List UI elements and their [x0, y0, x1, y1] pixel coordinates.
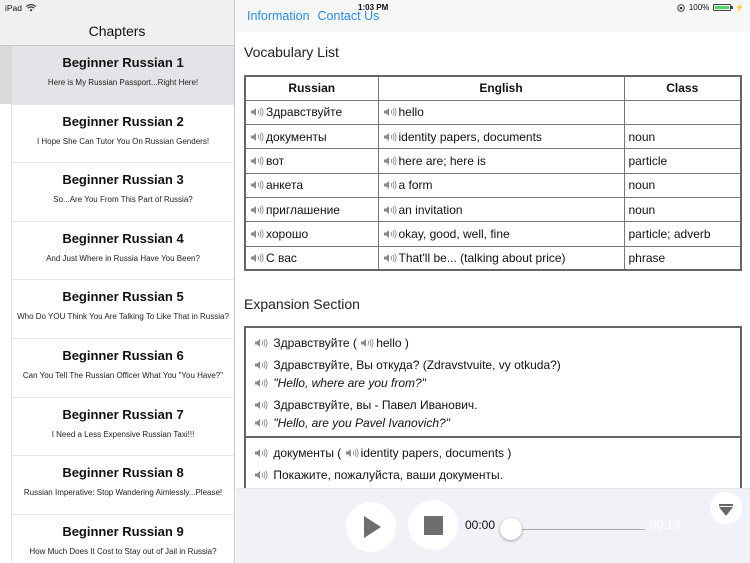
- cell-english[interactable]: [378, 222, 624, 246]
- collapse-player-button[interactable]: [710, 492, 742, 524]
- speaker-icon[interactable]: [383, 132, 398, 142]
- speaker-icon[interactable]: [383, 156, 398, 166]
- cell-class: noun: [624, 173, 741, 197]
- rotation-lock-icon: [677, 4, 685, 12]
- speaker-icon[interactable]: [254, 448, 269, 458]
- english-word: okay, good, well, fine: [398, 226, 510, 241]
- speaker-icon[interactable]: [254, 338, 269, 348]
- chapter-title: Beginner Russian 3: [62, 172, 184, 188]
- chapter-subtitle: Who Do YOU Think You Are Talking To Like That in Russia?: [17, 312, 229, 322]
- status-left: [5, 3, 36, 13]
- information-link[interactable]: Information: [247, 9, 310, 23]
- sentence-text: Здравствуйте, вы - Павел Иванович.: [273, 398, 478, 412]
- table-row: [245, 246, 741, 270]
- cell-russian[interactable]: [245, 100, 378, 124]
- speaker-icon[interactable]: [250, 107, 265, 117]
- table-row: [245, 149, 741, 173]
- chapter-list: [12, 46, 234, 563]
- chapter-item-3[interactable]: [12, 163, 234, 222]
- progress-track[interactable]: [508, 529, 645, 530]
- cell-english[interactable]: [378, 173, 624, 197]
- audio-player: [236, 488, 750, 563]
- speaker-icon[interactable]: [250, 229, 265, 239]
- column-header-russian: Russian: [245, 76, 378, 100]
- play-icon: [364, 516, 381, 538]
- chapter-title: Beginner Russian 5: [62, 289, 184, 305]
- speaker-icon[interactable]: [383, 253, 398, 263]
- cell-english[interactable]: [378, 149, 624, 173]
- speaker-icon[interactable]: [250, 253, 265, 263]
- expansion-sentence[interactable]: [254, 356, 732, 374]
- table-row: [245, 100, 741, 124]
- expansion-headword[interactable]: документы ( identity papers, documents ): [254, 444, 732, 462]
- chapter-subtitle: And Just Where in Russia Have You Been?: [46, 253, 200, 263]
- russian-word: С вас: [266, 250, 297, 265]
- expansion-headword[interactable]: Здравствуйте ( hello ): [254, 334, 732, 352]
- chapter-subtitle: Here is My Russian Passport...Right Here!: [47, 78, 199, 87]
- chapter-item-9[interactable]: [12, 515, 234, 563]
- speaker-icon[interactable]: [360, 338, 375, 348]
- speaker-icon[interactable]: [250, 132, 265, 142]
- cell-russian[interactable]: [245, 197, 378, 221]
- chapter-title: Beginner Russian 6: [62, 347, 184, 363]
- wifi-icon: [26, 4, 36, 12]
- expansion-group: [246, 438, 740, 488]
- expansion-group: [246, 328, 740, 438]
- speaker-icon[interactable]: [254, 400, 269, 410]
- table-header-row: [245, 76, 741, 100]
- collapse-down-icon: [719, 507, 733, 516]
- vocabulary-title: Vocabulary List: [244, 44, 339, 60]
- english-word: That'll be... (talking about price): [398, 250, 566, 265]
- english-word: here are; here is: [398, 154, 486, 169]
- status-time: 1:03 PM: [358, 3, 389, 12]
- total-time: 00:13: [650, 518, 681, 532]
- expansion-section: [244, 326, 742, 488]
- chapter-item-1[interactable]: [12, 46, 234, 105]
- chapter-subtitle: Russian Imperative: Stop Wandering Aimlessly...Please!: [23, 488, 223, 498]
- expansion-sentence[interactable]: [254, 466, 732, 484]
- english-word: an invitation: [398, 202, 463, 217]
- play-button[interactable]: [346, 502, 396, 552]
- chapter-title: Beginner Russian 8: [62, 465, 184, 481]
- speaker-icon[interactable]: [383, 180, 398, 190]
- chapter-item-6[interactable]: [12, 339, 234, 398]
- headword-english: hello: [376, 336, 402, 350]
- russian-word: вот: [266, 154, 285, 169]
- speaker-icon[interactable]: [254, 470, 269, 480]
- chapters-sidebar: [0, 0, 235, 563]
- vocabulary-table: [244, 75, 742, 271]
- charging-icon: ⚡: [735, 4, 744, 12]
- sentence-text: "Hello, where are you from?": [273, 376, 426, 390]
- progress-slider-thumb[interactable]: [500, 518, 522, 540]
- table-row: [245, 125, 741, 149]
- stop-button[interactable]: [408, 500, 458, 550]
- main-panel: [236, 0, 750, 563]
- russian-word: анкета: [266, 178, 303, 193]
- stop-icon: [424, 516, 443, 535]
- sentence-text: Покажите, пожалуйста, ваши документы.: [273, 468, 503, 482]
- cell-class: noun: [624, 197, 741, 221]
- english-word: a form: [398, 178, 433, 193]
- column-header-class: Class: [624, 76, 741, 100]
- table-row: [245, 173, 741, 197]
- sentence-text: "Hello, are you Pavel Ivanovich?": [273, 416, 450, 430]
- expansion-sentence[interactable]: [254, 374, 732, 392]
- cell-class: phrase: [624, 246, 741, 270]
- chapter-item-8[interactable]: [12, 456, 234, 515]
- lesson-content[interactable]: [236, 32, 750, 488]
- speaker-icon[interactable]: [254, 418, 269, 428]
- contact-us-link[interactable]: Contact Us: [317, 9, 380, 23]
- cell-russian[interactable]: [245, 125, 378, 149]
- device-name: iPad: [5, 3, 23, 13]
- cell-english[interactable]: [378, 197, 624, 221]
- sentence-text: Здравствуйте, Вы откуда? (Zdravstvuite, vy otkuda?): [273, 358, 561, 372]
- speaker-icon[interactable]: [254, 378, 269, 388]
- chapter-title: Beginner Russian 7: [62, 406, 184, 422]
- speaker-icon[interactable]: [345, 448, 360, 458]
- russian-word: хорошо: [266, 226, 309, 241]
- cell-english[interactable]: [378, 100, 624, 124]
- speaker-icon[interactable]: [250, 180, 265, 190]
- russian-word: Здравствуйте: [266, 105, 343, 120]
- cell-russian[interactable]: [245, 222, 378, 246]
- chapter-subtitle: I Need a Less Expensive Russian Taxi!!!: [51, 429, 195, 439]
- cell-english[interactable]: [378, 246, 624, 270]
- status-right: [677, 3, 744, 12]
- cell-class: particle: [624, 149, 741, 173]
- headword-russian: Здравствуйте: [273, 336, 350, 350]
- chapter-item-4[interactable]: [12, 222, 234, 281]
- chapter-title: Beginner Russian 1: [62, 55, 184, 70]
- chapter-subtitle: How Much Does It Cost to Stay out of Jail in Russia?: [29, 546, 217, 556]
- russian-word: приглашение: [266, 202, 340, 217]
- english-word: hello: [398, 105, 424, 120]
- chapter-title: Beginner Russian 2: [62, 113, 184, 129]
- cell-russian[interactable]: [245, 149, 378, 173]
- speaker-icon[interactable]: [250, 205, 265, 215]
- cell-russian[interactable]: [245, 173, 378, 197]
- cell-class: particle; adverb: [624, 222, 741, 246]
- expansion-title: Expansion Section: [244, 296, 360, 312]
- speaker-icon[interactable]: [383, 205, 398, 215]
- speaker-icon[interactable]: [383, 107, 398, 117]
- current-time: 00:00: [465, 518, 496, 532]
- expansion-sentence[interactable]: [254, 396, 732, 414]
- sidebar-title: Chapters: [88, 23, 146, 39]
- chapter-subtitle: I Hope She Can Tutor You On Russian Genders!: [36, 136, 210, 146]
- battery-percent: 100%: [688, 3, 710, 12]
- expansion-sentence[interactable]: [254, 414, 732, 432]
- chapter-title: Beginner Russian 9: [62, 523, 184, 539]
- collapse-bar-icon: [719, 504, 733, 506]
- cell-class: noun: [624, 125, 741, 149]
- russian-word: документы: [266, 129, 327, 144]
- english-word: identity papers, documents: [398, 129, 542, 144]
- chapter-item-5[interactable]: [12, 280, 234, 339]
- chapter-item-7[interactable]: [12, 398, 234, 457]
- headword-english: identity papers, documents: [360, 446, 505, 460]
- chapter-item-2[interactable]: [12, 105, 234, 164]
- status-bar: [0, 0, 750, 14]
- chapter-title: Beginner Russian 4: [62, 230, 184, 246]
- cell-class: [624, 100, 741, 124]
- column-header-english: English: [378, 76, 624, 100]
- chapter-subtitle: Can You Tell The Russian Officer What You "You Have?": [22, 370, 224, 380]
- cell-english[interactable]: [378, 125, 624, 149]
- speaker-icon[interactable]: [383, 229, 398, 239]
- chapter-subtitle: So...Are You From This Part of Russia?: [53, 195, 193, 205]
- headword-russian: документы: [273, 446, 334, 460]
- speaker-icon[interactable]: [250, 156, 265, 166]
- battery-icon: [713, 4, 731, 11]
- sidebar-gutter-selected: [0, 46, 12, 104]
- table-row: [245, 197, 741, 221]
- cell-russian[interactable]: [245, 246, 378, 270]
- table-row: [245, 222, 741, 246]
- sidebar-gutter: [0, 46, 12, 563]
- speaker-icon[interactable]: [254, 360, 269, 370]
